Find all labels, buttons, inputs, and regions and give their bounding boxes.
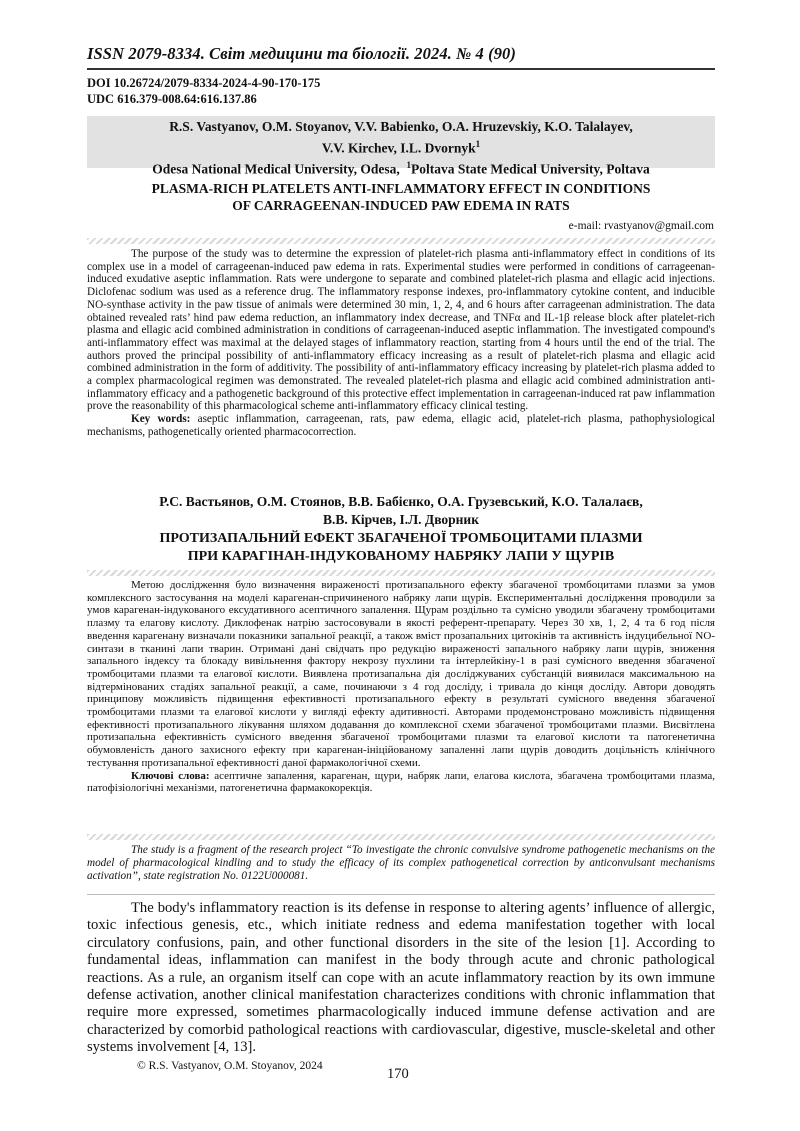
divider bbox=[87, 570, 715, 576]
english-authors-line2: V.V. Kirchev, I.L. Dvornyk$^1$ bbox=[321, 138, 481, 155]
ukrainian-abstract bbox=[87, 579, 715, 795]
english-authors-line1: R.S. Vastyanov, O.M. Stoyanov, V.V. Babienko, O.A. Hruzevskiy, K.O. Talalayev, bbox=[169, 119, 633, 134]
udc: UDC 616.379-008.64:616.137.86 bbox=[87, 92, 257, 106]
ukrainian-keywords: Ключові слова: асептичне запалення, карагенан, щури, набряк лапи, елагова кислота, збагачена тромбоцитами плазма, патофізіологічні механізми, патогенетична фармакокорекція. bbox=[87, 769, 716, 795]
ukrainian-abstract-text: Метою дослідження було визначення вираженості протизапального ефекту збагаченої тромбоцитами плазми за умов комплексного застосування на моделі карагенан-спричиненого набряку лапи щурів. Експериментальні дослідження проводили за умов карагенан-індукованого ексудативного асептичного запалення. Щурам роздільно та сумісно уводили збагачену тромбоцитами плазму та елагову кислоту. Диклофенак натрію застосовували в якості референт-препарату. Через 30 хв, 1, 2, 4 та 6 год після введення карагенану визначали показники запальної реакції, а також вміст прозапальних цитокінів та активність індуцибельної NO-синтази в тканині лапи тварин. Отримані дані свідчать про редукцію вираженості запального набряку лапи щурів, зниження запального індексу та блокаду вивільнення фактору некрозу пухлини та інтерлейкіну-1 в разі сумісного введення збагаченої тромбоцитами плазми та елагової кислоти. Виявлена протизапальна дія досліджуваних субстанцій виявилася максимальною на відтермінованих стадіях запальної реакції, а саме, починаючи з 4 год досліду, і тривала до кінця досліду. Автори доводять принципову можливість підвищення ефективності протизапального ефекту в результаті сумісного введення збагаченої тромбоцитами плазми та елагової кислоти у вигляді ефекту адитивності. Авторами продемонстровано можливість підвищення ефективності протизапального лікування шляхом додавання до комплексної схеми збагаченої тромбоцитами плазми. Висвітлена протизапальна ефективність сумісного введення збагаченої тромбоцитами плазми та елагової кислоти та патогенетична обумовленість даного захисного ефекту при карагенан-ініційованому запаленні лапи щурів доводить доцільність клінічного тестування протизапальної ефективності даної фармакологічної схеми. bbox=[87, 579, 715, 769]
email: e-mail: rvastyanov@gmail.com bbox=[568, 220, 714, 232]
project-note: The study is a fragment of the research project “To investigate the chronic convulsive syndrome pathogenetic mechanisms on the model of pharmacological kindling and to study the efficacy of its complex pathogenetical correction by anticonvulsant mechanisms activation”, state registration No. 0122U000081. bbox=[87, 844, 715, 882]
header-rule bbox=[87, 68, 715, 70]
english-abstract-text: The purpose of the study was to determine the expression of platelet-rich plasma anti-inflammatory effect in conditions of its complex use in a model of carrageenan-induced paw edema in rats. Experimental studies were performed in conditions of carrageenan-induced exudative aseptic inflammation. Rats were undergone to separate and combined platelet-rich plasma and ellagic acid injections. Diclofenac sodium was used as a reference drug. The inflammatory response indexes, pro-inflammatory cytokine content, and inducible NO-synthase activity in the paw tissue of animals were determined 30 min, 1, 2, 4, and 6 hours after carrageenan administration. The data obtained revealed rats’ hind paw edema reduction, an inflammatory index decrease, and TNFα and IL-1β release block after platelet-rich plasma and ellagic acid combined administration in conditions of carrageenan-induced aseptic inflammation. The investigated compound's anti-inflammatory effect was maximal at the delayed stages of inflammatory reaction, starting from 4 hours until the end of the trial. The authors proved the principal possibility of anti-inflammatory efficacy increasing as a result of platelet-rich plasma and ellagic acid combined administration in the form of additivity. The possibility of anti-inflammatory efficacy increasing by platelet-rich plasma added to a complex pharmacological regimen was demonstrated. The revealed platelet-rich plasma and ellagic acid combined administration anti-inflammatory efficacy and a pathogenetic background of this protective effect implementation in carrageenan-induced rat paw inflammation prove the reasonability of this pharmacological scheme anti-inflammatory efficacy clinical testing. bbox=[87, 248, 716, 413]
body-paragraph: The body's inflammatory reaction is its defense in response to altering agents’ influence of allergic, toxic infectious genesis, etc., which initiate redness and edema manifestation together with local circulatory confusions, pain, and other functional disorders in the site of the lesion [1]. According to fundamental ideas, inflammation can manifest in the body through acute and chronic pathological reactions. As a rule, an organism itself can cope with an acute inflammatory reaction by its own immune defense activation, another clinical manifestation characterizes conditions with chronic inflammation that require more expressed, sometimes pharmacologically induced immune defense activation and are characterized by comorbid pathological reactions with cardiovascular, digestive, muscle-skeletal and other systems involvement [4, 13]. bbox=[87, 900, 715, 1056]
journal-header: ISSN 2079-8334. Світ медицини та біології. 2024. № 4 (90) bbox=[87, 44, 517, 63]
ukrainian-authors-block: Р.С. Вастьянов, О.М. Стоянов, В.В. Бабієнко, О.А. Грузевський, К.О. Талалаєв, В.В. Кірчев, І.Л. Дворник bbox=[159, 494, 643, 527]
english-keywords: Key words: aseptic inflammation, carrageenan, rats, paw edema, ellagic acid, platelet-rich plasma, pathophysiological mechanisms, pathogenetically oriented pharmacocorrection. bbox=[87, 413, 715, 438]
divider bbox=[87, 834, 715, 840]
english-title: PLASMA-RICH PLATELETS ANTI-INFLAMMATORY EFFECT IN CONDITIONS OF CARRAGEENAN-INDUCED PAW EDEMA IN RATS bbox=[151, 181, 651, 213]
english-authors-block bbox=[87, 118, 715, 178]
doi: DOI 10.26724/2079-8334-2024-4-90-170-175 bbox=[87, 76, 321, 90]
divider bbox=[87, 238, 715, 244]
copyright: © R.S. Vastyanov, O.M. Stoyanov, 2024 bbox=[137, 1060, 323, 1072]
affiliation-2-superscript: 1 bbox=[406, 159, 411, 170]
page-number: 170 bbox=[387, 1066, 409, 1082]
note-separator bbox=[87, 894, 715, 895]
english-abstract bbox=[87, 248, 715, 439]
ukrainian-title: ПРОТИЗАПАЛЬНИЙ ЕФЕКТ ЗБАГАЧЕНОЇ ТРОМБОЦИТАМИ ПЛАЗМИ ПРИ КАРАГІНАН-ІНДУКОВАНОМУ НАБРЯКУ ЛАПИ У ЩУРІВ bbox=[159, 531, 643, 564]
affiliation-superscript: 1 bbox=[475, 138, 481, 149]
affiliation: Odesa National Medical University, Odesa, $^1$Poltava State Medical University, Poltava bbox=[152, 159, 650, 176]
